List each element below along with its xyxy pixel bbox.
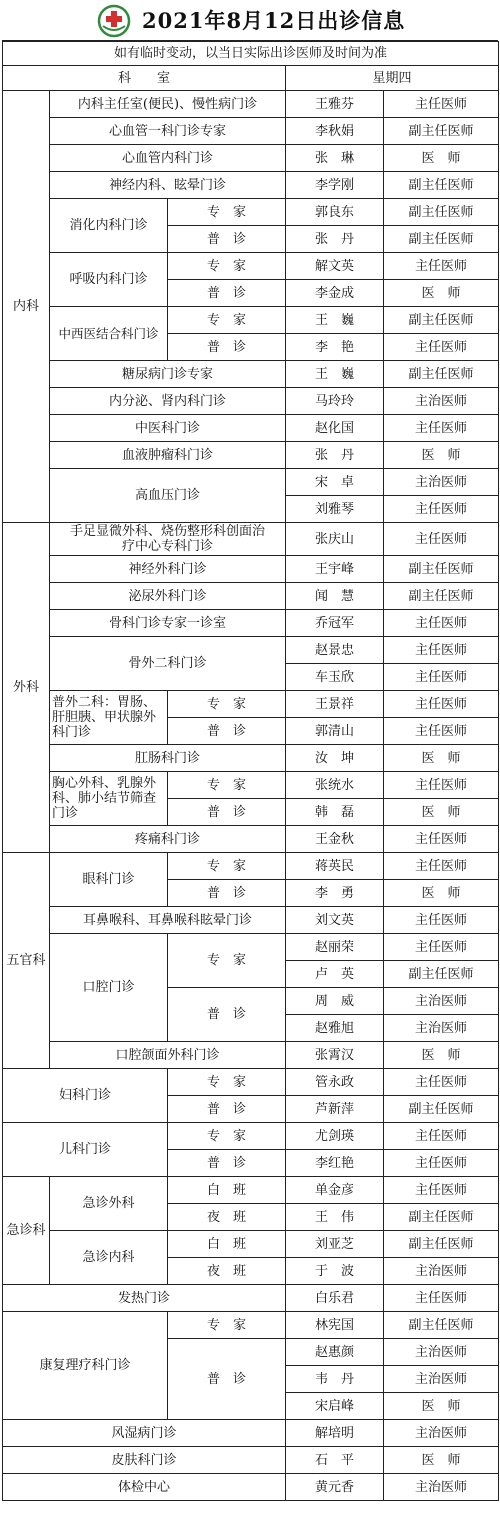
doctor-title: 副主任医师: [384, 1096, 499, 1123]
doctor-name: 解文英: [286, 253, 384, 280]
doctor-name: 韦 丹: [286, 1366, 384, 1393]
doctor-name: 黄元香: [286, 1474, 384, 1501]
visit-type: 专 家: [168, 772, 286, 799]
doctor-title: 医 师: [384, 442, 499, 469]
doctor-title: 主任医师: [384, 637, 499, 664]
visit-type: 普 诊: [168, 880, 286, 907]
doctor-title: 副主任医师: [384, 172, 499, 199]
schedule-table: [2, 41, 499, 1501]
visit-type: 普 诊: [168, 334, 286, 361]
doctor-title: 医 师: [384, 280, 499, 307]
doctor-name: 宋 卓: [286, 469, 384, 496]
doctor-name: 白乐君: [286, 1285, 384, 1312]
doctor-name: 闻 慧: [286, 583, 384, 610]
visit-type: 专 家: [168, 853, 286, 880]
doctor-name: 赵丽荣: [286, 934, 384, 961]
page-header: [2, 0, 498, 41]
dept-name: 神经内科、眩晕门诊: [50, 172, 286, 199]
dept-name: 中西医结合科门诊: [50, 307, 168, 361]
doctor-name: 王雅芬: [286, 91, 384, 118]
visit-type: 普 诊: [168, 1096, 286, 1123]
doctor-title: 主治医师: [384, 1474, 499, 1501]
doctor-name: 乔冠军: [286, 610, 384, 637]
visit-type: 专 家: [168, 1123, 286, 1150]
doctor-title: 医 师: [384, 1042, 499, 1069]
doctor-name: 张霄汉: [286, 1042, 384, 1069]
doctor-name: 管永政: [286, 1069, 384, 1096]
visit-type: 普 诊: [168, 799, 286, 826]
dept-name: 胸心外科、乳腺外科、肺小结节筛查门诊: [50, 772, 168, 826]
dept-name: 血液肿瘤科门诊: [50, 442, 286, 469]
doctor-name: 宋启峰: [286, 1393, 384, 1420]
doctor-name: 李 艳: [286, 334, 384, 361]
doctor-title: 医 师: [384, 880, 499, 907]
doctor-name: 李 勇: [286, 880, 384, 907]
doctor-title: 主治医师: [384, 1366, 499, 1393]
doctor-name: 单金彦: [286, 1177, 384, 1204]
dept-name: 内分泌、肾内科门诊: [50, 388, 286, 415]
doctor-title: 主治医师: [384, 1420, 499, 1447]
doctor-title: 副主任医师: [384, 556, 499, 583]
doctor-title: 主任医师: [384, 853, 499, 880]
dept-name: 骨外二科门诊: [50, 637, 286, 691]
doctor-name: 李红艳: [286, 1150, 384, 1177]
dept-name: 中医科门诊: [50, 415, 286, 442]
doctor-name: 郭清山: [286, 718, 384, 745]
doctor-name: 张 琳: [286, 145, 384, 172]
page-title: 2021年8月12日出诊信息: [142, 8, 406, 33]
doctor-title: 主任医师: [384, 1177, 499, 1204]
doctor-title: 主任医师: [384, 415, 499, 442]
doctor-title: 主治医师: [384, 988, 499, 1015]
doctor-name: 刘雅琴: [286, 496, 384, 523]
doctor-title: 主任医师: [384, 1285, 499, 1312]
visit-type: 普 诊: [168, 1339, 286, 1420]
doctor-title: 主治医师: [384, 388, 499, 415]
column-header-dept: 科 室: [3, 66, 286, 91]
doctor-name: 刘文英: [286, 907, 384, 934]
category-waike: 外科: [3, 523, 50, 853]
visit-type: 专 家: [168, 253, 286, 280]
doctor-title: 主任医师: [384, 718, 499, 745]
doctor-name: 赵化国: [286, 415, 384, 442]
category-wuguan: 五官科: [3, 853, 50, 1069]
visit-type: 专 家: [168, 307, 286, 334]
doctor-title: 主治医师: [384, 469, 499, 496]
doctor-title: 主任医师: [384, 91, 499, 118]
doctor-title: 主任医师: [384, 610, 499, 637]
doctor-name: 尤剑瑛: [286, 1123, 384, 1150]
visit-type: 专 家: [168, 1069, 286, 1096]
doctor-title: 副主任医师: [384, 1312, 499, 1339]
doctor-name: 于 波: [286, 1258, 384, 1285]
doctor-name: 刘亚芝: [286, 1231, 384, 1258]
doctor-name: 车玉欣: [286, 664, 384, 691]
doctor-name: 蒋英民: [286, 853, 384, 880]
doctor-title: 主任医师: [384, 934, 499, 961]
shift-type: 夜 班: [168, 1258, 286, 1285]
visit-type: 专 家: [168, 691, 286, 718]
doctor-name: 李学刚: [286, 172, 384, 199]
doctor-name: 韩 磊: [286, 799, 384, 826]
doctor-name: 王 伟: [286, 1204, 384, 1231]
doctor-title: 主任医师: [384, 691, 499, 718]
dept-name: 疼痛科门诊: [50, 826, 286, 853]
doctor-name: 李金成: [286, 280, 384, 307]
notice-text: 如有临时变动，以当日实际出诊医师及时间为准: [3, 42, 499, 66]
doctor-title: 副主任医师: [384, 307, 499, 334]
dept-name: 肛肠科门诊: [50, 745, 286, 772]
visit-type: 普 诊: [168, 280, 286, 307]
dept-name: 风湿病门诊: [3, 1420, 286, 1447]
dept-name: 骨科门诊专家一诊室: [50, 610, 286, 637]
doctor-title: 主任医师: [384, 523, 499, 556]
shift-type: 夜 班: [168, 1204, 286, 1231]
doctor-title: 主任医师: [384, 253, 499, 280]
dept-name: 体检中心: [3, 1474, 286, 1501]
doctor-title: 副主任医师: [384, 961, 499, 988]
doctor-name: 王 巍: [286, 361, 384, 388]
dept-name: 急诊外科: [50, 1177, 168, 1231]
category-neike: 内科: [3, 91, 50, 523]
doctor-name: 赵景忠: [286, 637, 384, 664]
doctor-title: 副主任医师: [384, 199, 499, 226]
dept-name: 急诊内科: [50, 1231, 168, 1285]
dept-name: 口腔门诊: [50, 934, 168, 1042]
dept-name: 内科主任室(便民)、慢性病门诊: [50, 91, 286, 118]
doctor-name: 李秋娟: [286, 118, 384, 145]
doctor-title: 副主任医师: [384, 1231, 499, 1258]
dept-name: 呼吸内科门诊: [50, 253, 168, 307]
dept-name: 心血管一科门诊专家: [50, 118, 286, 145]
doctor-name: 王景祥: [286, 691, 384, 718]
doctor-title: 主治医师: [384, 1258, 499, 1285]
doctor-title: 主任医师: [384, 826, 499, 853]
doctor-name: 赵雅旭: [286, 1015, 384, 1042]
column-header-day: 星期四: [286, 66, 499, 91]
dept-name: 神经外科门诊: [50, 556, 286, 583]
dept-name: 心血管内科门诊: [50, 145, 286, 172]
doctor-name: 周 威: [286, 988, 384, 1015]
shift-type: 白 班: [168, 1177, 286, 1204]
doctor-title: 副主任医师: [384, 583, 499, 610]
dept-name: 眼科门诊: [50, 853, 168, 907]
doctor-name: 张 丹: [286, 442, 384, 469]
dept-name: 糖尿病门诊专家: [50, 361, 286, 388]
dept-name: 消化内科门诊: [50, 199, 168, 253]
visit-type: 普 诊: [168, 226, 286, 253]
visit-type: 普 诊: [168, 988, 286, 1042]
doctor-title: 医 师: [384, 145, 499, 172]
dept-name: 皮肤科门诊: [3, 1447, 286, 1474]
dept-name: 普外二科：胃肠、肝胆胰、甲状腺外科门诊: [50, 691, 168, 745]
dept-name: 口腔颌面外科门诊: [50, 1042, 286, 1069]
visit-type: 专 家: [168, 1312, 286, 1339]
doctor-title: 主任医师: [384, 772, 499, 799]
doctor-name: 张统水: [286, 772, 384, 799]
doctor-title: 医 师: [384, 1393, 499, 1420]
category-jizhen: 急诊科: [3, 1177, 50, 1285]
doctor-title: 医 师: [384, 745, 499, 772]
doctor-title: 主任医师: [384, 334, 499, 361]
doctor-name: 张 丹: [286, 226, 384, 253]
dept-name: 康复理疗科门诊: [3, 1312, 168, 1420]
doctor-title: 副主任医师: [384, 361, 499, 388]
doctor-name: 林宪国: [286, 1312, 384, 1339]
visit-type: 普 诊: [168, 1150, 286, 1177]
visit-type: 专 家: [168, 934, 286, 988]
doctor-title: 医 师: [384, 1447, 499, 1474]
doctor-title: 医 师: [384, 799, 499, 826]
visit-type: 普 诊: [168, 718, 286, 745]
doctor-title: 主治医师: [384, 1339, 499, 1366]
doctor-name: 汝 坤: [286, 745, 384, 772]
doctor-title: 主治医师: [384, 1015, 499, 1042]
doctor-name: 解培明: [286, 1420, 384, 1447]
doctor-title: 副主任医师: [384, 226, 499, 253]
doctor-name: 芦新萍: [286, 1096, 384, 1123]
dept-name: 儿科门诊: [3, 1123, 168, 1177]
doctor-name: 郭良东: [286, 199, 384, 226]
shift-type: 白 班: [168, 1231, 286, 1258]
doctor-title: 主任医师: [384, 907, 499, 934]
doctor-name: 张庆山: [286, 523, 384, 556]
doctor-name: 石 平: [286, 1447, 384, 1474]
dept-name: 发热门诊: [3, 1285, 286, 1312]
doctor-name: 王 巍: [286, 307, 384, 334]
doctor-title: 主任医师: [384, 1123, 499, 1150]
dept-name: 高血压门诊: [50, 469, 286, 523]
doctor-title: 副主任医师: [384, 1204, 499, 1231]
doctor-title: 主任医师: [384, 496, 499, 523]
doctor-title: 主任医师: [384, 1069, 499, 1096]
doctor-name: 王金秋: [286, 826, 384, 853]
dept-name: 妇科门诊: [3, 1069, 168, 1123]
visit-type: 专 家: [168, 199, 286, 226]
dept-name: 手足显微外科、烧伤整形科创面治疗中心专科门诊: [50, 523, 286, 556]
doctor-name: 卢 英: [286, 961, 384, 988]
doctor-name: 马玲玲: [286, 388, 384, 415]
doctor-title: 副主任医师: [384, 118, 499, 145]
dept-name: 耳鼻喉科、耳鼻喉科眩晕门诊: [50, 907, 286, 934]
doctor-title: 主任医师: [384, 664, 499, 691]
schedule-page: [2, 0, 498, 1501]
hospital-logo-icon: [97, 4, 131, 38]
dept-name: 泌尿外科门诊: [50, 583, 286, 610]
doctor-title: 主任医师: [384, 1150, 499, 1177]
doctor-name: 王宇峰: [286, 556, 384, 583]
doctor-name: 赵惠颜: [286, 1339, 384, 1366]
